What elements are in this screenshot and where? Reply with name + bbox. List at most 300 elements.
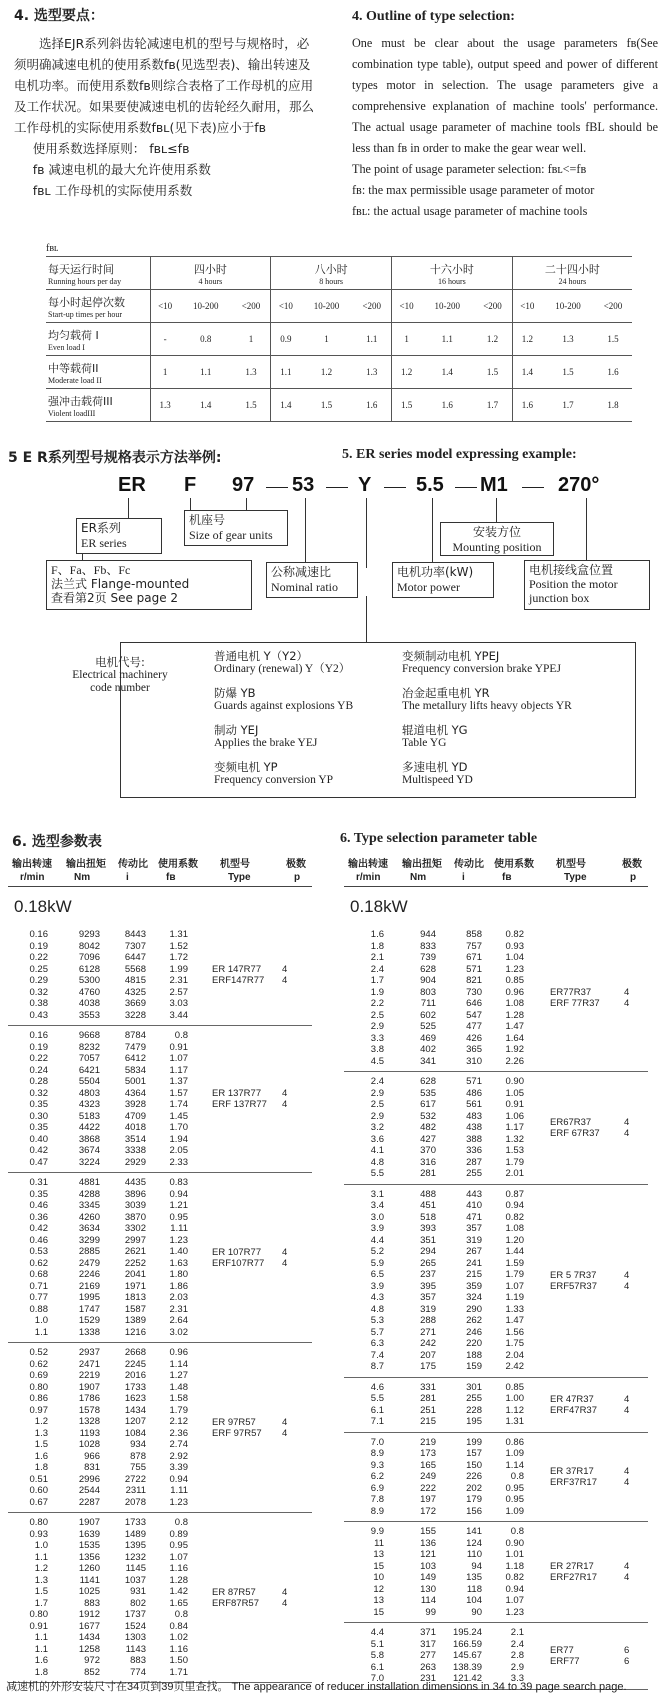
table-row [344,975,648,987]
table-cell: 561 [466,1099,482,1110]
table-row [344,1448,648,1460]
code-y: Y [358,474,372,496]
table-cell: 4.8 [370,1303,384,1315]
table-cell: 2.4 [510,1638,524,1650]
fbl-period: 八小时 8 hours [271,257,392,290]
table-cell: 617 [420,1099,436,1110]
table-cell: 1.32 [505,1133,524,1145]
table-cell: 0.93 [505,940,524,952]
table-cell: 1.08 [505,998,524,1009]
table-cell: 802 [130,1597,146,1609]
table-cell: 7.8 [370,1494,384,1505]
table-cell: 2471 [78,1358,100,1370]
column-header: 传动比 [118,859,148,870]
section4-fbl-def-cn: fʙʟ 工作母机的实际使用系数 [32,183,193,198]
table-cell: 4.4 [370,1234,384,1246]
table-cell: 0.38 [29,998,48,1009]
table-cell: 0.8 [174,1030,188,1041]
table-cell: 2078 [124,1496,146,1508]
table-cell: 0.77 [29,1292,48,1303]
table-cell: 1.08 [505,1223,524,1234]
table-cell: 3.3 [370,1032,384,1044]
table-row [8,1030,312,1042]
column-header: 传动比 [454,859,484,870]
table-cell: 2.31 [169,1303,188,1315]
table-cell: 0.47 [29,1156,48,1168]
table-cell: 4.8 [370,1156,384,1168]
table-cell: 0.51 [29,1473,48,1485]
section5-title-cn: 5 E R系列型号规格表示方法举例: [8,450,222,466]
table-cell: 12 [373,1583,384,1595]
table-cell: 8443 [124,929,146,940]
table-cell: 3039 [124,1200,146,1211]
table-cell: 6.1 [370,1661,384,1673]
table-cell: 395 [420,1280,436,1292]
table-cell: 1.79 [169,1404,188,1416]
table-row [8,987,312,999]
table-cell: 3299 [78,1234,100,1246]
table-cell: 251 [420,1404,436,1416]
table-cell: 0.31 [29,1177,48,1188]
table-cell: 1.79 [505,1269,524,1280]
fbl-starts-cell: <200 [473,290,512,323]
table-cell: 711 [420,998,436,1009]
model-group [8,1343,312,1513]
table-cell: 290 [466,1303,482,1315]
table-cell: 0.30 [29,1110,48,1122]
table-cell: 0.82 [505,929,524,940]
column-unit: r/min [356,872,381,883]
table-row [8,1644,312,1656]
model-group [344,1072,648,1185]
section4-fbl-def-en: fʙʟ: the actual usage parameter of machine tools [352,204,588,218]
fbl-row-label: 均匀载荷 I Even load I [46,323,150,356]
table-cell: 1.59 [505,1257,524,1269]
table-cell: 6.9 [370,1482,384,1494]
table-row [8,1359,312,1371]
table-cell: 3.1 [370,1188,384,1200]
table-row [8,1269,312,1281]
section4-para-cn: 选择EJR系列斜齿轮减速电机的型号与规格时，必须明确减速电机的使用系数fʙ(见选型表)、输出转速及电机功率。而使用系数fʙ则综合表格了工作母机的应用及工作状况。如果要使减速电机的齿轮经久耐用，那么工作母机的实际使用系数fʙʟ(见下表)应小于fʙ [14,36,315,135]
table-cell: 1.7 [34,1597,48,1609]
table-cell: 2016 [124,1370,146,1381]
column-header: 输出转速 [348,859,388,870]
table-cell: 1.9 [370,986,384,998]
table-row [344,1056,648,1068]
table-cell: 483 [466,1110,482,1122]
table-cell: 4260 [78,1211,100,1223]
section4-fb-def-cn: fʙ 减速电机的最大允许使用系数 [32,162,211,177]
table-row [344,1494,648,1506]
table-cell: 3.0 [370,1211,384,1223]
table-cell: 1.09 [505,1505,524,1517]
model-type-line: ERF 97R57 [212,1427,262,1439]
table-cell: 1.75 [505,1338,524,1349]
table-row [344,1538,648,1550]
table-cell: 488 [420,1188,436,1200]
model-type [550,1394,597,1416]
table-row [8,1315,312,1327]
model-type-line: ERF27R17 [550,1572,597,1583]
table-cell: 2.8 [510,1650,524,1661]
table-cell: 1.00 [505,1393,524,1404]
motor-code-cn: 多速电机 YD [402,760,468,774]
table-row [8,1529,312,1541]
table-cell: 1.7 [370,975,384,986]
fbl-value-cell: 1.2 [391,356,421,389]
model-type-line: ER 27R17 [550,1561,594,1572]
table-cell: 121 [420,1549,436,1560]
code-power: 5.5 [416,474,444,496]
table-cell: 4018 [124,1122,146,1133]
table-cell: 831 [84,1462,100,1473]
table-cell: 15 [373,1606,384,1618]
table-row [344,1338,648,1350]
table-cell: 774 [130,1666,146,1678]
section4-principle-en: The point of usage parameter selection: fʙʟ<=fʙ [352,162,587,176]
dash [384,487,406,488]
table-cell: 931 [130,1586,146,1597]
table-row [8,975,312,987]
table-cell: 1733 [124,1381,146,1393]
junction-box: 电机接线盒位置 Position the motor junction box [524,560,650,610]
model-group [8,1513,312,1683]
table-cell: 2.03 [169,1292,188,1303]
table-cell: 1.6 [34,1450,48,1462]
table-cell: 0.68 [29,1269,48,1280]
table-cell: 2937 [78,1347,100,1358]
table-row [8,1281,312,1293]
table-cell: 471 [466,1211,482,1223]
table-cell: 3.39 [169,1462,188,1473]
column-header: 机型号 [220,859,250,870]
fbl-row-label: 强冲击载荷III Violent loadIII [46,389,150,422]
motor-code-en: Ordinary (renewal) Y（Y2） [214,663,351,675]
table-cell: 0.96 [505,986,524,998]
table-cell: 4.1 [370,1145,384,1156]
motor-code-cn: 变频制动电机 YPEJ [402,649,500,663]
table-cell: 755 [130,1462,146,1473]
connector [496,498,497,524]
table-cell: 3514 [124,1133,146,1145]
table-cell: 110 [466,1549,482,1560]
table-cell: 1578 [78,1404,100,1416]
table-cell: 1489 [124,1528,146,1540]
table-cell: 1.28 [505,1009,524,1021]
connector [586,498,587,562]
table-cell: 1.5 [34,1439,48,1450]
table-cell: 13 [373,1549,384,1560]
table-cell: 1.52 [169,940,188,952]
table-cell: 130 [420,1583,436,1595]
power-box: 电机功率(kW) Motor power [392,562,494,598]
model-type-line: ER 5 7R37 [550,1269,597,1281]
table-cell: 1.28 [169,1574,188,1586]
table-row [344,1526,648,1538]
table-row [8,1428,312,1440]
table-row [344,1327,648,1339]
code-97: 97 [232,474,255,496]
table-cell: 1025 [78,1586,100,1597]
table-cell: 2.04 [505,1349,524,1361]
dash [266,487,288,488]
table-cell: 0.80 [29,1517,48,1528]
table-cell: 0.91 [29,1620,48,1632]
table-cell: 2.42 [505,1361,524,1372]
table-cell: 1260 [78,1563,100,1574]
table-cell: 1.18 [505,1560,524,1572]
table-cell: 1.14 [169,1358,188,1370]
table-cell: 1084 [124,1427,146,1439]
table-cell: 0.46 [29,1234,48,1246]
table-cell: 2.26 [505,1055,524,1067]
table-cell: 0.91 [505,1099,524,1110]
table-cell: 207 [420,1349,436,1361]
table-cell: 202 [466,1482,482,1494]
table-cell: 188 [466,1349,482,1361]
table-cell: 1.47 [505,1315,524,1326]
table-row [344,1382,648,1394]
table-cell: 1207 [124,1416,146,1427]
table-cell: 486 [466,1087,482,1099]
table-cell: 2.9 [370,1021,384,1032]
table-cell: 858 [466,929,482,940]
table-cell: 1143 [125,1643,146,1655]
model-group [344,1433,648,1523]
table-row [344,1549,648,1561]
table-row [344,1223,648,1235]
table-cell: 1.1 [34,1326,48,1338]
table-cell: 2.2 [370,998,384,1009]
column-header: 输出扭矩 [402,859,442,870]
table-row [344,1483,648,1495]
table-cell: 165 [420,1459,436,1471]
table-cell: 3.9 [370,1223,384,1234]
motor-code-item [402,724,468,750]
table-cell: 1.23 [505,1606,524,1618]
table-cell: 0.46 [29,1200,48,1211]
table-cell: 0.71 [29,1280,48,1292]
table-cell: 8784 [124,1030,146,1041]
table-row [344,1088,648,1100]
table-cell: 0.29 [29,975,48,986]
table-row [344,964,648,976]
fbl-value-cell: 1 [391,323,421,356]
table-cell: 1.44 [505,1246,524,1257]
table-cell: 0.52 [29,1347,48,1358]
table-row [8,1370,312,1382]
table-row [344,1315,648,1327]
fbl-value-cell: 1 [150,356,180,389]
table-row [8,1347,312,1359]
fbl-value-cell: 1.1 [353,323,392,356]
table-cell: 7057 [78,1053,100,1064]
table-cell: 628 [420,963,436,975]
model-type-line: ERF87R57 [212,1597,259,1609]
fbl-starts-cell: <200 [232,290,271,323]
table-cell: 2.92 [169,1450,188,1462]
table-cell: 821 [466,975,482,986]
section4-principle-cn: 使用系数选择原则： fʙʟ≤fʙ [32,141,190,156]
table-cell: 1.07 [505,1280,524,1292]
table-row [8,1010,312,1022]
table-cell: 0.94 [505,1200,524,1211]
table-row [344,1235,648,1247]
table-cell: 1.02 [169,1632,188,1643]
table-cell: 246 [466,1326,482,1338]
table-cell: 4364 [124,1087,146,1099]
table-cell: 1.0 [34,1315,48,1326]
table-cell: 532 [420,1110,436,1122]
table-cell: 0.86 [29,1393,48,1404]
table-cell: 0.88 [29,1303,48,1315]
table-cell: 730 [466,986,482,998]
table-row [8,1327,312,1339]
table-cell: 1912 [78,1609,100,1620]
dash [455,487,477,488]
table-row [344,1189,648,1201]
table-cell: 1.07 [505,1595,524,1606]
table-row [8,1212,312,1224]
table-cell: 5.3 [370,1315,384,1326]
table-cell: 0.85 [505,1381,524,1393]
table-cell: 1.6 [34,1655,48,1666]
table-cell: 1995 [78,1292,100,1303]
table-cell: 1.1 [34,1551,48,1563]
fbl-starts-cell: 10-200 [421,290,473,323]
fbl-value-cell: 1 [232,323,271,356]
table-row [344,1168,648,1180]
table-row [8,1598,312,1610]
table-cell: 0.84 [169,1620,188,1632]
table-cell: 1141 [79,1574,100,1586]
table-cell: 94 [471,1560,482,1572]
fbl-label: fʙʟ [46,243,59,254]
table-cell: 195 [466,1416,482,1427]
table-cell: 0.8 [174,1517,188,1528]
table-row [344,1246,648,1258]
table-cell: 7479 [124,1041,146,1053]
table-cell: 4323 [78,1099,100,1110]
table-cell: 316 [420,1156,436,1168]
table-cell: 141 [466,1526,482,1537]
table-cell: 0.35 [29,1188,48,1200]
model-type-line: ER 87R57 [212,1586,256,1598]
table-cell: 2.33 [169,1156,188,1168]
table-cell: 3634 [78,1223,100,1234]
motor-code-item [214,761,333,787]
table-cell: 5183 [78,1110,100,1122]
table-cell: 5834 [124,1064,146,1076]
motor-code-cn: 防爆 YB [214,686,256,700]
column-header: 输出转速 [12,859,52,870]
table-cell: 4881 [78,1177,100,1188]
table-row [8,1474,312,1486]
table-cell: 2.57 [169,986,188,998]
table-cell: 602 [420,1009,436,1021]
table-cell: 671 [466,952,482,963]
table-cell: 159 [466,1361,482,1372]
table-cell: 255 [466,1168,482,1179]
table-cell: 215 [420,1416,436,1427]
model-group [344,1522,648,1623]
table-row [8,1416,312,1428]
table-cell: 0.40 [29,1133,48,1145]
table-cell: 277 [420,1650,436,1661]
table-cell: 3896 [124,1188,146,1200]
table-cell: 2.05 [169,1145,188,1156]
table-cell: 883 [84,1597,100,1609]
table-row [8,1462,312,1474]
table-row [8,964,312,976]
power-rating: 0.18kW [350,897,408,916]
er-series-box: ER系列 ER series [76,518,162,554]
table-cell: 1434 [78,1632,100,1643]
motor-code-cn: 辊道电机 YG [402,723,468,737]
model-type [212,1088,267,1110]
table-cell: 8.7 [370,1361,384,1372]
table-cell: 1639 [78,1528,100,1540]
table-cell: 1434 [124,1404,146,1416]
fbl-value-cell: 1.6 [594,356,632,389]
mounting-box: 安装方位 Mounting position [440,522,554,556]
fbl-value-cell: 1.4 [180,389,232,422]
pole-count: 4 4 [624,1116,630,1139]
table-cell: 1786 [78,1393,100,1404]
table-row [8,1235,312,1247]
table-row [344,1010,648,1022]
column-unit: Type [564,872,587,883]
table-cell: 904 [420,975,436,986]
table-cell: 172 [420,1505,436,1517]
table-row [8,1609,312,1621]
table-cell: 6.3 [370,1338,384,1349]
motor-code-cn: 冶金起重电机 YR [402,686,490,700]
table-cell: 410 [466,1200,482,1211]
table-cell: 255 [466,1393,482,1404]
table-cell: 0.93 [29,1528,48,1540]
table-row [344,1021,648,1033]
fbl-value-cell: 1.5 [594,323,632,356]
fbl-value-cell: - [150,323,180,356]
table-cell: 803 [420,986,436,998]
model-type [550,1561,597,1583]
table-cell: 878 [130,1450,146,1462]
table-cell: 3870 [124,1211,146,1223]
table-cell: 0.90 [505,1537,524,1549]
model-group [344,925,648,1072]
fbl-value-cell: 1.3 [542,323,594,356]
table-cell: 1623 [124,1393,146,1404]
table-cell: 0.94 [169,1188,188,1200]
table-cell: 1193 [79,1427,100,1439]
table-cell: 179 [466,1494,482,1505]
table-row [344,1350,648,1362]
table-row [8,1177,312,1189]
table-cell: 1.3 [34,1574,48,1586]
table-cell: 2.9 [510,1661,524,1673]
table-row [344,1122,648,1134]
table-cell: 0.82 [505,1572,524,1583]
table-row [8,1632,312,1644]
table-cell: 0.95 [505,1494,524,1505]
fbl-row-label: 中等载荷II Moderate load II [46,356,150,389]
table-cell: 1.86 [169,1280,188,1292]
table-cell: 2245 [124,1358,146,1370]
table-cell: 2929 [124,1156,146,1168]
fbl-starts-cell: <200 [353,290,392,323]
table-cell: 2.4 [370,1076,384,1087]
